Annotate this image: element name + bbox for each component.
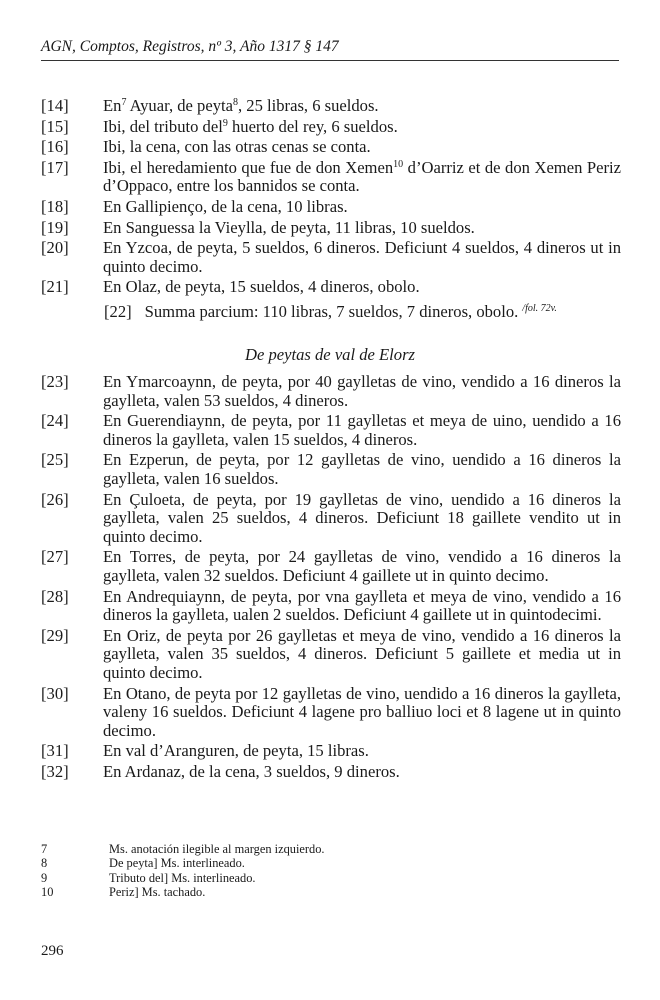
footnote-number: 9 — [41, 870, 48, 885]
entry — [41, 412, 621, 449]
entry — [41, 138, 621, 157]
footnote — [41, 842, 621, 856]
entry-text: En Guerendiaynn, de peyta, por 11 gaylletas et meya de uino, uendido a 16 dineros la gaylleta, valen 15 sueldos, 4 dineros. — [103, 411, 621, 449]
footnote-ref: 9 — [222, 117, 228, 129]
footnotes — [41, 842, 621, 900]
entry — [41, 491, 621, 547]
entry-text: En Ardanaz, de la cena, 3 sueldos, 9 dineros. — [103, 761, 400, 781]
entry-text: En Olaz, de peyta, 15 sueldos, 4 dineros, obolo. — [103, 277, 420, 297]
footnote — [41, 885, 621, 899]
entry-number: [22] — [104, 302, 132, 321]
entry — [41, 588, 621, 625]
entry-text: Ibi, del tributo del — [103, 116, 223, 136]
summa-text: Summa parcium: 110 libras, 7 sueldos, 7 dineros, obolo. — [144, 302, 519, 321]
entry — [41, 278, 621, 297]
entry-text: d’Oarriz et de don Xemen Periz d’Oppaco, entre los bannidos se conta. — [103, 157, 621, 196]
footnote-number: 10 — [41, 885, 54, 900]
entry-text: En — [103, 96, 122, 115]
footnote-text: Tributo del] Ms. interlineado. — [109, 870, 256, 885]
entry-number: [21] — [41, 277, 69, 297]
entry-number: [16] — [41, 137, 69, 157]
entry — [41, 763, 621, 782]
entry-number: [18] — [41, 196, 69, 216]
entry — [41, 159, 621, 196]
entry-number: [23] — [41, 372, 69, 391]
entry-number: [31] — [41, 741, 69, 761]
entry-text: En Ezperun, de peyta, por 12 gaylletas de vino, uendido a 16 dineros la gaylleta, valen 16 sueldos. — [103, 450, 621, 488]
footnote-number: 8 — [41, 856, 48, 871]
entry — [41, 219, 621, 238]
entry-text: En Ymarcoaynn, de peyta, por 40 gaylletas de vino, vendido a 16 dineros la gaylleta, valen 53 sueldos, 4 dineros. — [103, 372, 621, 410]
entry — [41, 685, 621, 741]
entry-text: En Andrequiaynn, de peyta, por vna gaylleta et meya de vino, vendido a 16 dineros la gaylleta, ualen 2 sueldos. Deficiunt 4 gaillete ut in quintodecimi. — [103, 586, 621, 625]
entry-number: [29] — [41, 625, 69, 645]
entry-text: En Torres, de peyta, por 24 gaylletas de vino, vendido a 16 dineros la gaylleta, valen 32 sueldos. Deficiunt 4 gaillete ut in quinto decimo. — [103, 547, 621, 585]
footnote — [41, 871, 621, 885]
entry-text: Ayuar, de peyta — [126, 96, 233, 115]
entry — [41, 742, 621, 761]
footnote-text: Periz] Ms. tachado. — [109, 885, 206, 900]
running-header: AGN, Comptos, Registros, nº 3, Año 1317 § 147 — [41, 38, 339, 55]
footnote-text: De peyta] Ms. interlineado. — [109, 856, 245, 871]
entry-text: Ibi, la cena, con las otras cenas se conta. — [103, 137, 371, 157]
entry-number: [15] — [41, 116, 69, 136]
entry-number: [30] — [41, 683, 69, 703]
entry-text: En Yzcoa, de peyta, 5 sueldos, 6 dineros. Deficiunt 4 sueldos, 4 dineros ut in quinto decimo. — [103, 238, 621, 276]
entry-number: [25] — [41, 450, 69, 470]
footnote-ref: 8 — [233, 97, 238, 108]
entry — [41, 239, 621, 276]
entry-text: En val d’Aranguren, de peyta, 15 libras. — [103, 741, 369, 761]
entry-number: [19] — [41, 217, 69, 237]
footnote-ref: 10 — [393, 158, 404, 170]
footnote-number: 7 — [41, 842, 48, 856]
entry-text: Ibi, el heredamiento que fue de don Xemen — [103, 157, 394, 177]
header-rule — [41, 60, 619, 61]
entry-text: huerto del rey, 6 sueldos. — [227, 116, 398, 136]
entry-text: En Otano, de peyta por 12 gaylletas de vino, uendido a 16 dineros la gaylleta, valeny 16 sueldos. Deficiunt 4 lagene pro balliuo loci et 8 lagene ut in quinto decimo. — [103, 683, 621, 740]
footnote — [41, 856, 621, 870]
entry — [41, 118, 621, 137]
folio-mark: /fol. 72v. — [522, 303, 557, 314]
entry-number: [28] — [41, 586, 69, 606]
entry-text: , 25 libras, 6 sueldos. — [238, 96, 379, 115]
entry-text: En Gallipienço, de la cena, 10 libras. — [103, 196, 348, 216]
entry-number: [17] — [41, 157, 69, 177]
entry — [41, 198, 621, 217]
entry-number: [27] — [41, 547, 69, 567]
section-heading: De peytas de val de Elorz — [244, 345, 416, 364]
page-number: 296 — [41, 943, 64, 959]
entry-text: En Çuloeta, de peyta, por 19 gaylletas de vino, uendido a 16 dineros la gaylleta, valen 25 sueldos, 4 dineros. Deficiunt 18 gaillete vendito ut in quinto decimo. — [103, 489, 621, 546]
summa-line — [104, 300, 624, 322]
entry — [41, 548, 621, 585]
entry-text: En Sanguessa la Vieylla, de peyta, 11 libras, 10 sueldos. — [103, 217, 475, 237]
entries-bottom — [41, 373, 621, 783]
entry — [41, 373, 621, 410]
entry-number: [20] — [41, 238, 69, 258]
entry-number: [24] — [41, 411, 69, 431]
entry — [41, 97, 621, 116]
footnote-text: Ms. anotación ilegible al margen izquierdo. — [109, 842, 325, 856]
entry — [41, 627, 621, 683]
entry-text: En Oriz, de peyta por 26 gaylletas et meya de vino, vendido a 16 dineros la gaylleta, valen 35 sueldos, 4 dineros. Deficiunt 5 gaillete et media ut in quinto decimo. — [103, 625, 621, 682]
entry-number: [14] — [41, 96, 69, 115]
entry — [41, 451, 621, 488]
entries-top — [41, 97, 621, 299]
entry-number: [32] — [41, 761, 69, 781]
footnote-ref: 7 — [121, 97, 127, 108]
entry-number: [26] — [41, 489, 69, 509]
